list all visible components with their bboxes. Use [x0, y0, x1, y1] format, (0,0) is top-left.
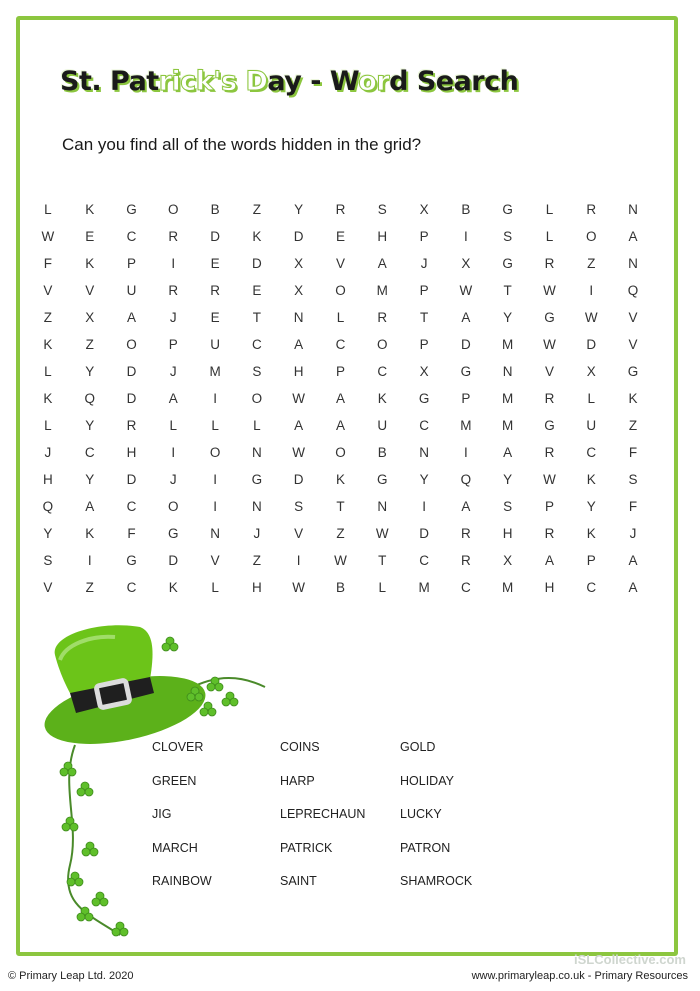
grid-letter[interactable]: L [44, 364, 52, 379]
grid-letter[interactable]: W [334, 553, 347, 568]
grid-letter[interactable]: J [169, 472, 177, 487]
grid-letter[interactable]: I [296, 553, 301, 568]
grid-letter[interactable]: G [544, 310, 555, 325]
grid-letter[interactable]: K [85, 202, 95, 217]
grid-letter[interactable]: X [503, 553, 513, 568]
grid-letter[interactable]: R [586, 202, 597, 217]
grid-letter[interactable]: S [628, 472, 638, 487]
grid-letter[interactable]: K [85, 256, 95, 271]
grid-letter[interactable]: T [336, 499, 345, 514]
grid-letter[interactable]: Z [43, 310, 53, 325]
word-list-item: HARP [280, 773, 315, 788]
grid-letter[interactable]: R [544, 391, 555, 406]
grid-letter[interactable]: I [422, 499, 426, 514]
grid-letter[interactable]: F [628, 445, 638, 460]
grid-letter[interactable]: A [335, 418, 345, 433]
grid-letter[interactable]: X [85, 310, 95, 325]
word-list-item: GOLD [400, 740, 436, 754]
grid-letter[interactable]: P [168, 337, 178, 352]
grid-letter[interactable]: N [628, 256, 638, 271]
grid-letter[interactable]: H [544, 580, 555, 595]
word-list-item: RAINBOW [152, 874, 212, 888]
grid-letter[interactable]: V [210, 553, 220, 568]
title-part: ay - W [267, 66, 359, 97]
grid-letter[interactable]: T [378, 553, 387, 568]
grid-letter[interactable]: C [335, 337, 346, 352]
grid-letter[interactable]: V [294, 526, 304, 541]
grid-letter[interactable]: A [461, 499, 471, 514]
grid-letter[interactable]: A [503, 445, 513, 460]
grid-letter[interactable]: I [171, 256, 176, 271]
grid-letter[interactable]: C [586, 580, 597, 595]
grid-letter[interactable]: A [544, 553, 554, 568]
grid-letter[interactable]: R [377, 310, 388, 325]
grid-letter[interactable]: R [168, 283, 179, 298]
grid-letter[interactable]: H [252, 580, 262, 595]
grid-letter[interactable]: C [460, 580, 471, 595]
grid-letter[interactable]: D [252, 256, 262, 271]
grid-letter[interactable]: D [586, 337, 597, 352]
grid-letter[interactable]: I [171, 445, 176, 460]
grid-letter[interactable]: Y [294, 202, 304, 217]
grid-letter[interactable]: D [126, 472, 137, 487]
grid-letter[interactable]: Q [460, 472, 472, 487]
grid-letter[interactable]: L [253, 418, 261, 433]
grid-letter[interactable]: P [419, 283, 429, 298]
word-list-item: GREEN [152, 773, 197, 788]
grid-letter[interactable]: A [461, 310, 471, 325]
word-list-item: SAINT [280, 874, 317, 888]
grid-letter[interactable]: M [502, 580, 514, 595]
grid-letter[interactable]: G [251, 472, 263, 487]
grid-letter[interactable]: Y [43, 526, 53, 541]
grid-letter[interactable]: B [377, 445, 387, 460]
grid-letter[interactable]: N [293, 310, 304, 325]
title-part: rick's D [158, 66, 268, 97]
grid-letter[interactable]: A [628, 229, 638, 244]
grid-letter[interactable]: A [294, 418, 304, 433]
grid-letter[interactable]: C [419, 553, 429, 568]
grid-letter[interactable]: C [84, 445, 95, 460]
grid-letter[interactable]: I [213, 472, 217, 487]
grid-letter[interactable]: G [126, 202, 137, 217]
grid-letter[interactable]: O [335, 445, 346, 460]
grid-letter[interactable]: V [43, 283, 53, 298]
grid-letter[interactable]: M [418, 580, 430, 595]
grid-letter[interactable]: S [43, 553, 53, 568]
grid-letter[interactable]: Y [503, 310, 513, 325]
grid-letter[interactable]: U [586, 418, 597, 433]
grid-letter[interactable]: X [461, 256, 471, 271]
grid-letter[interactable]: F [43, 256, 53, 271]
grid-letter[interactable]: L [44, 202, 52, 217]
grid-letter[interactable]: N [210, 526, 220, 541]
grid-letter[interactable]: S [377, 202, 387, 217]
grid-letter[interactable]: V [335, 256, 345, 271]
grid-letter[interactable]: C [126, 499, 137, 514]
grid-letter[interactable]: D [293, 472, 304, 487]
instructions: Can you find all of the words hidden in the grid? [62, 135, 422, 154]
letter-grid [27, 196, 654, 601]
grid-letter[interactable]: D [460, 337, 471, 352]
website-link[interactable]: www.primaryleap.co.uk - Primary Resources [471, 970, 688, 982]
grid-letter[interactable]: J [169, 364, 177, 379]
word-list-item: MARCH [152, 840, 198, 855]
grid-letter[interactable]: Z [252, 553, 261, 568]
grid-letter[interactable]: X [419, 202, 429, 217]
grid-letter[interactable]: O [335, 283, 346, 298]
grid-letter[interactable]: H [293, 364, 304, 379]
title-part: d Search [389, 66, 519, 97]
grid-letter[interactable]: D [210, 229, 220, 244]
grid-letter[interactable]: N [377, 499, 388, 514]
grid-letter[interactable]: U [210, 337, 220, 352]
grid-letter[interactable]: X [419, 364, 429, 379]
grid-letter[interactable]: N [419, 445, 429, 460]
grid-letter[interactable]: U [377, 418, 388, 433]
grid-letter[interactable]: A [628, 580, 638, 595]
grid-letter[interactable]: X [294, 256, 304, 271]
word-list-item: SHAMROCK [400, 874, 473, 888]
grid-letter[interactable]: P [419, 337, 429, 352]
grid-letter[interactable]: E [210, 256, 220, 271]
grid-letter[interactable]: Q [627, 283, 639, 298]
grid-letter[interactable]: O [168, 499, 179, 514]
grid-letter[interactable]: K [586, 472, 596, 487]
grid-letter[interactable]: B [461, 202, 471, 217]
grid-letter[interactable]: L [211, 580, 219, 595]
grid-letter[interactable]: B [335, 580, 345, 595]
grid-letter[interactable]: L [587, 391, 596, 406]
grid-letter[interactable]: Y [503, 472, 513, 487]
grid-letter[interactable]: Z [85, 337, 94, 352]
grid-letter[interactable]: N [628, 202, 638, 217]
grid-letter[interactable]: P [419, 229, 429, 244]
word-list-item: LEPRECHAUN [280, 807, 366, 821]
grid-letter[interactable]: X [294, 283, 304, 298]
grid-letter[interactable]: E [85, 229, 95, 244]
grid-letter[interactable]: S [503, 499, 513, 514]
grid-letter[interactable]: A [294, 337, 304, 352]
grid-letter[interactable]: I [213, 499, 217, 514]
grid-letter[interactable]: M [502, 337, 514, 352]
grid-letter[interactable]: O [586, 229, 597, 244]
grid-letter[interactable]: L [545, 202, 554, 217]
grid-letter[interactable]: K [43, 391, 53, 406]
grid-letter[interactable]: N [252, 445, 262, 460]
watermark: iSLCollective.com [574, 952, 686, 967]
grid-letter[interactable]: I [213, 391, 217, 406]
grid-letter[interactable]: P [126, 256, 136, 271]
grid-letter[interactable]: D [126, 364, 137, 379]
grid-letter[interactable]: W [543, 472, 556, 487]
grid-letter[interactable]: O [209, 445, 221, 460]
word-list-item: COINS [280, 740, 320, 754]
grid-letter[interactable]: G [126, 553, 137, 568]
grid-letter[interactable]: S [294, 499, 304, 514]
grid-letter[interactable]: K [168, 580, 178, 595]
grid-letter[interactable]: D [126, 391, 137, 406]
page-title [60, 66, 518, 97]
grid-letter[interactable]: O [251, 391, 263, 406]
grid-letter[interactable]: Y [85, 472, 95, 487]
grid-letter[interactable]: G [502, 256, 513, 271]
grid-letter[interactable]: G [460, 364, 472, 379]
grid-letter[interactable]: M [376, 283, 388, 298]
grid-letter[interactable]: V [628, 310, 638, 325]
grid-letter[interactable]: G [502, 202, 513, 217]
grid-letter[interactable]: P [335, 364, 345, 379]
grid-letter[interactable]: H [502, 526, 513, 541]
grid-letter[interactable]: I [463, 445, 468, 460]
grid-letter[interactable]: V [43, 580, 53, 595]
grid-letter[interactable]: L [44, 418, 52, 433]
grid-letter[interactable]: S [252, 364, 262, 379]
grid-letter[interactable]: F [628, 499, 638, 514]
grid-letter[interactable]: A [335, 391, 345, 406]
grid-letter[interactable]: E [335, 229, 345, 244]
grid-letter[interactable]: C [126, 580, 137, 595]
grid-letter[interactable]: L [545, 229, 554, 244]
grid-letter[interactable]: V [544, 364, 554, 379]
grid-letter[interactable]: O [126, 337, 137, 352]
grid-letter[interactable]: G [627, 364, 639, 379]
grid-letter[interactable]: W [375, 526, 389, 541]
copyright: © Primary Leap Ltd. 2020 [8, 970, 134, 982]
title-part: or [358, 66, 390, 97]
grid-letter[interactable]: R [126, 418, 137, 433]
grid-letter[interactable]: K [85, 526, 95, 541]
grid-letter[interactable]: P [461, 391, 471, 406]
grid-letter[interactable]: I [589, 283, 594, 298]
grid-letter[interactable]: R [335, 202, 346, 217]
grid-letter[interactable]: D [293, 229, 304, 244]
grid-letter[interactable]: R [544, 526, 555, 541]
grid-letter[interactable]: K [377, 391, 387, 406]
grid-letter[interactable]: Z [336, 526, 345, 541]
grid-letter[interactable]: G [544, 418, 555, 433]
grid-letter[interactable]: N [252, 499, 262, 514]
grid-letter[interactable]: M [502, 391, 514, 406]
grid-letter[interactable]: C [419, 418, 429, 433]
grid-letter[interactable]: L [378, 580, 387, 595]
grid-letter[interactable]: H [377, 229, 388, 244]
grid-letter[interactable]: V [628, 337, 638, 352]
grid-letter[interactable]: K [335, 472, 345, 487]
grid-letter[interactable]: E [252, 283, 262, 298]
grid-letter[interactable]: K [252, 229, 262, 244]
grid-letter[interactable]: G [418, 391, 430, 406]
grid-letter[interactable]: R [544, 445, 555, 460]
grid-letter[interactable]: Z [628, 418, 638, 433]
grid-letter[interactable]: J [629, 526, 637, 541]
grid-letter[interactable]: C [126, 229, 137, 244]
grid-letter[interactable]: Y [419, 472, 429, 487]
grid-letter[interactable]: G [168, 526, 179, 541]
grid-letter[interactable]: A [126, 310, 136, 325]
grid-letter[interactable]: C [586, 445, 597, 460]
word-list [152, 740, 520, 908]
grid-letter[interactable]: E [210, 310, 220, 325]
word-list-item: LUCKY [400, 807, 442, 821]
grid-letter[interactable]: Q [84, 391, 95, 406]
grid-letter[interactable]: O [377, 337, 388, 352]
grid-letter[interactable]: H [43, 472, 53, 487]
grid-letter[interactable]: K [628, 391, 638, 406]
grid-letter[interactable]: K [586, 526, 596, 541]
grid-letter[interactable]: W [543, 283, 556, 298]
grid-letter[interactable]: V [85, 283, 95, 298]
grid-letter[interactable]: N [502, 364, 513, 379]
grid-letter[interactable]: T [503, 283, 512, 298]
grid-letter[interactable]: R [544, 256, 555, 271]
grid-letter[interactable]: Z [587, 256, 596, 271]
grid-letter[interactable]: W [292, 445, 306, 460]
grid-letter[interactable]: H [126, 445, 137, 460]
grid-letter[interactable]: M [209, 364, 221, 379]
word-list-item: PATRON [400, 840, 451, 855]
grid-letter[interactable]: J [169, 310, 177, 325]
grid-letter[interactable]: C [377, 364, 388, 379]
grid-letter[interactable]: W [459, 283, 473, 298]
grid-letter[interactable]: T [252, 310, 261, 325]
grid-letter[interactable]: Z [252, 202, 261, 217]
grid-letter[interactable]: Y [85, 364, 95, 379]
grid-letter[interactable]: O [168, 202, 179, 217]
grid-letter[interactable]: J [253, 526, 261, 541]
word-list-item: CLOVER [152, 740, 204, 754]
word-list-item: HOLIDAY [400, 773, 454, 788]
grid-letter[interactable]: U [126, 283, 137, 298]
grid-letter[interactable]: L [211, 418, 219, 433]
grid-letter[interactable]: Y [85, 418, 95, 433]
grid-letter[interactable]: I [463, 229, 468, 244]
grid-letter[interactable]: Y [586, 499, 596, 514]
grid-letter[interactable]: K [43, 337, 53, 352]
grid-letter[interactable]: R [460, 553, 471, 568]
grid-letter[interactable]: F [127, 526, 136, 541]
grid-letter[interactable]: X [586, 364, 596, 379]
grid-letter[interactable]: L [169, 418, 178, 433]
grid-letter[interactable]: A [168, 391, 178, 406]
grid-letter[interactable]: M [460, 418, 472, 433]
grid-letter[interactable]: A [628, 553, 638, 568]
grid-letter[interactable]: D [419, 526, 429, 541]
grid-letter[interactable]: W [41, 229, 55, 244]
grid-letter[interactable]: R [460, 526, 471, 541]
grid-letter[interactable]: B [210, 202, 220, 217]
grid-letter[interactable]: W [292, 391, 306, 406]
grid-letter[interactable]: A [377, 256, 387, 271]
grid-letter[interactable]: W [543, 337, 556, 352]
word-list-item: JIG [152, 807, 172, 821]
grid-letter[interactable]: Z [85, 580, 94, 595]
grid-letter[interactable]: D [168, 553, 179, 568]
grid-letter[interactable]: J [420, 256, 428, 271]
grid-letter[interactable]: Q [42, 499, 54, 514]
grid-letter[interactable]: R [210, 283, 220, 298]
grid-letter[interactable]: M [502, 418, 514, 433]
grid-letter[interactable]: A [85, 499, 95, 514]
grid-letter[interactable]: W [584, 310, 598, 325]
grid-letter[interactable]: J [44, 445, 52, 460]
grid-letter[interactable]: G [377, 472, 388, 487]
grid-letter[interactable]: W [292, 580, 306, 595]
grid-letter[interactable]: P [586, 553, 596, 568]
word-list-item: PATRICK [280, 840, 333, 855]
grid-letter[interactable]: I [87, 553, 92, 568]
title-part: St. Pat [60, 66, 159, 97]
grid-letter[interactable]: P [544, 499, 554, 514]
grid-letter[interactable]: C [252, 337, 262, 352]
grid-letter[interactable]: S [503, 229, 513, 244]
grid-letter[interactable]: R [168, 229, 179, 244]
grid-letter[interactable]: L [336, 310, 345, 325]
grid-letter[interactable]: T [419, 310, 429, 325]
